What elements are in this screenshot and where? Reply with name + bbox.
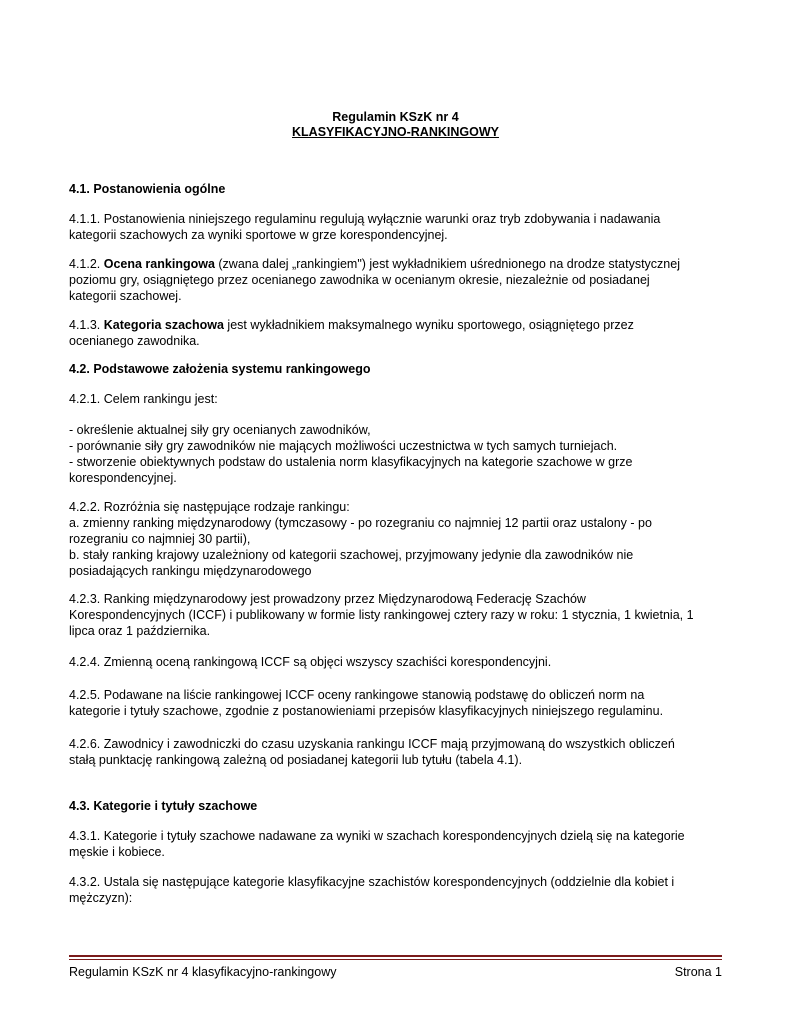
section-heading-4-3: 4.3. Kategorie i tytuły szachowe <box>69 799 258 813</box>
text-line: mężczyzn): <box>69 891 133 905</box>
text-fragment: (zwana dalej „rankingiem") jest wykładnikiem uśrednionego na drodze statystycznej <box>214 257 680 271</box>
text-line: 4.2.2. Rozróżnia się następujące rodzaje rankingu: <box>69 500 350 514</box>
text-line: kategorii szachowej. <box>69 289 182 303</box>
paragraph-4-2-5 <box>69 687 729 719</box>
footer-page-number: Strona 1 <box>674 965 722 979</box>
text-line <box>69 256 729 272</box>
text-line: ocenianego zawodnika. <box>69 334 200 348</box>
goals-list <box>69 422 729 486</box>
text-line: 4.2.4. Zmienną oceną rankingową ICCF są objęci wszyscy szachiści korespondencyjni. <box>69 655 552 669</box>
paragraph-4-1-2 <box>69 256 729 304</box>
defined-term: Kategoria szachowa <box>103 318 224 332</box>
text-line: rozegraniu co najmniej 30 partii), <box>69 532 251 546</box>
document-subtitle: KLASYFIKACYJNO-RANKINGOWY <box>292 125 499 139</box>
paragraph-4-2-3 <box>69 591 729 639</box>
paragraph-4-3-2 <box>69 874 729 906</box>
text-line: stałą punktację rankingową zależną od posiadanej kategorii lub tytułu (tabela 4.1). <box>69 753 523 767</box>
text-line: 4.2.6. Zawodnicy i zawodniczki do czasu uzyskania rankingu ICCF mają przyjmowaną do wszystkich obliczeń <box>69 737 675 751</box>
text-line: posiadających rankingu międzynarodowego <box>69 564 312 578</box>
text-line: męskie i kobiece. <box>69 845 165 859</box>
text-line: 4.3.2. Ustala się następujące kategorie klasyfikacyjne szachistów korespondencyjnych (oddzielnie dla kobiet i <box>69 875 675 889</box>
footer-divider <box>69 955 722 957</box>
paragraph-4-3-1 <box>69 828 729 860</box>
text-line: lipca oraz 1 października. <box>69 624 211 638</box>
paragraph-4-2-1: 4.2.1. Celem rankingu jest: <box>69 392 218 406</box>
text-line: poziomu gry, osiągniętego przez ocenianego zawodnika w ocenianym okresie, niezależnie od posiadanej <box>69 273 650 287</box>
footer-divider-thin <box>69 959 722 960</box>
text-line: 4.1.1. Postanowienia niniejszego regulaminu regulują wyłącznie warunki oraz tryb zdobywania i nadawania <box>69 212 661 226</box>
text-line: 4.3.1. Kategorie i tytuły szachowe nadawane za wyniki w szachach korespondencyjnych dzielą się na kategorie <box>69 829 685 843</box>
section-heading-4-2: 4.2. Podstawowe założenia systemu rankingowego <box>69 362 371 376</box>
paragraph-number: 4.1.2. <box>69 257 104 271</box>
list-item: - określenie aktualnej siły gry ocenianych zawodników, <box>69 423 371 437</box>
paragraph-number: 4.1.3. <box>69 318 104 332</box>
text-line: b. stały ranking krajowy uzależniony od kategorii szachowej, przyjmowany jedynie dla zawodników nie <box>69 548 634 562</box>
defined-term: Ocena rankingowa <box>103 257 215 271</box>
text-line: Korespondencyjnych (ICCF) i publikowany w formie listy rankingowej cztery razy w roku: 1 stycznia, 1 kwietnia, 1 <box>69 608 694 622</box>
text-line <box>69 317 729 333</box>
section-heading-4-1: 4.1. Postanowienia ogólne <box>69 182 226 196</box>
footer-document-name: Regulamin KSzK nr 4 klasyfikacyjno-rankingowy <box>69 965 337 979</box>
text-line: 4.2.3. Ranking międzynarodowy jest prowadzony przez Międzynarodową Federację Szachów <box>69 592 586 606</box>
document-title: Regulamin KSzK nr 4 <box>332 110 459 124</box>
paragraph-4-1-1 <box>69 211 729 243</box>
paragraph-4-2-2 <box>69 499 729 579</box>
text-line: a. zmienny ranking międzynarodowy (tymczasowy - po rozegraniu co najmniej 12 partii oraz ustalony - po <box>69 516 652 530</box>
text-line: kategorie i tytuły szachowe, zgodnie z postanowieniami przepisów klasyfikacyjnych niniejszego regulaminu. <box>69 704 664 718</box>
paragraph-4-1-3 <box>69 317 729 349</box>
text-line: 4.2.5. Podawane na liście rankingowej ICCF oceny rankingowe stanowią podstawę do obliczeń norm na <box>69 688 645 702</box>
paragraph-4-2-6 <box>69 736 729 768</box>
text-fragment: jest wykładnikiem maksymalnego wyniku sportowego, osiągniętego przez <box>223 318 634 332</box>
paragraph-4-2-4 <box>69 654 729 670</box>
list-item: korespondencyjnej. <box>69 471 177 485</box>
list-item: - stworzenie obiektywnych podstaw do ustalenia norm klasyfikacyjnych na kategorie szachowe w grze <box>69 455 633 469</box>
text-line: kategorii szachowych za wyniki sportowe w grze korespondencyjnej. <box>69 228 448 242</box>
list-item: - porównanie siły gry zawodników nie mających możliwości uczestnictwa w tych samych turniejach. <box>69 439 618 453</box>
